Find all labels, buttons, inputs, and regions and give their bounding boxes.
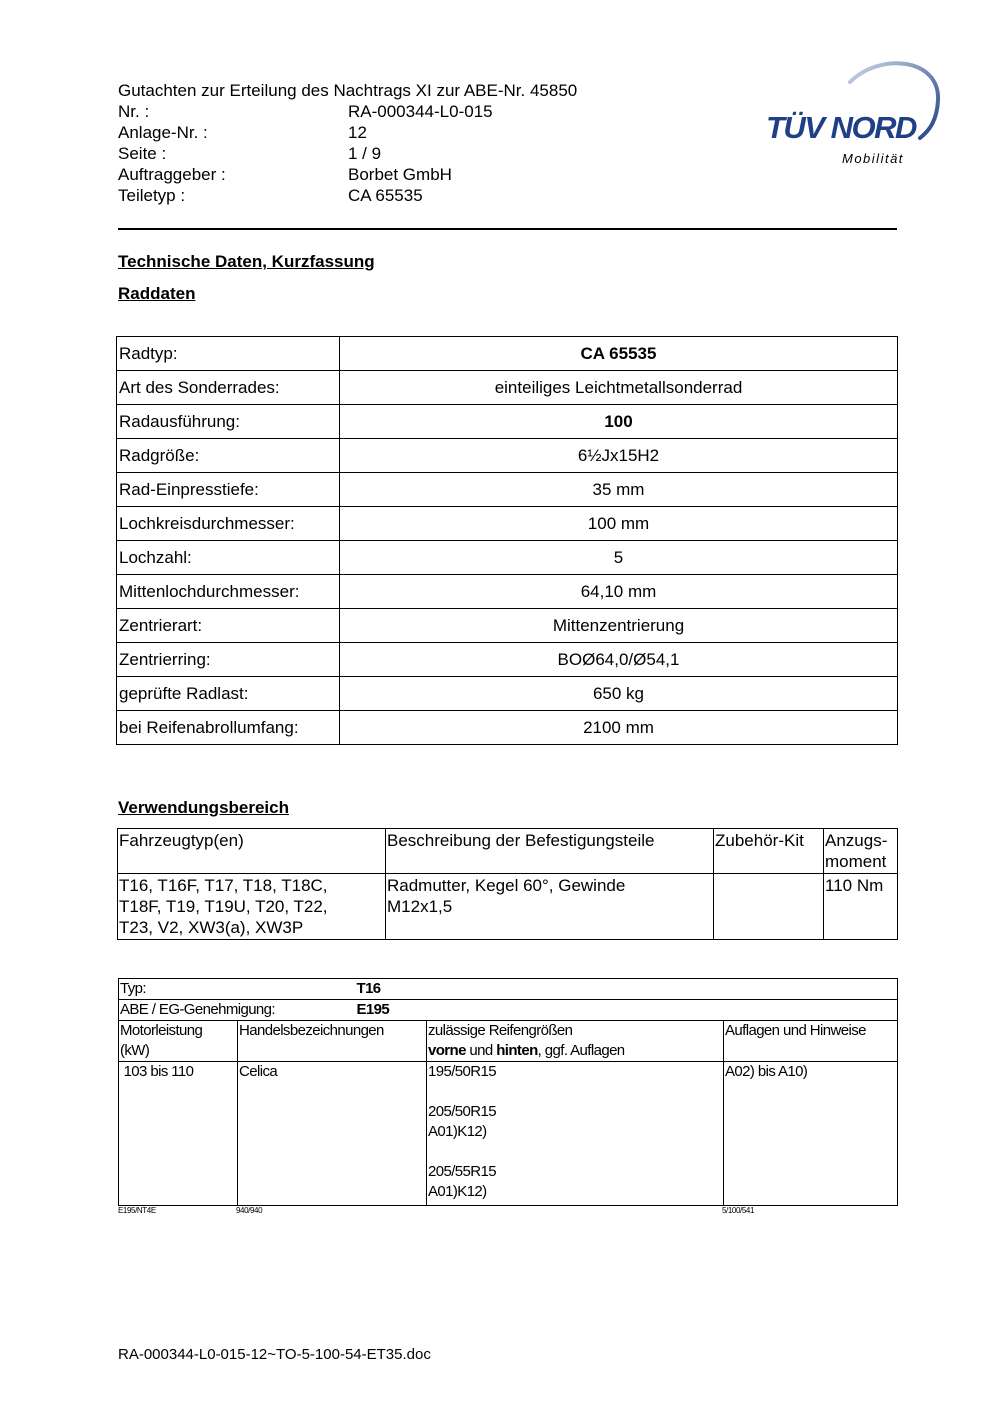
typ-table-footnotes [118,1206,898,1218]
logo-subtitle: Mobilität [842,151,904,166]
abe-label: ABE / EG-Genehmigung: [120,1001,275,1018]
table-row [117,609,898,643]
typ-value: T16 [356,980,381,997]
raddaten-value: einteiliges Leichtmetallsonderrad [340,371,898,405]
table-row [118,874,898,940]
raddaten-label: Radausführung: [117,405,340,439]
tuv-nord-logo [762,58,942,170]
raddaten-label: Zentrierart: [117,609,340,643]
header-row-seite [118,143,577,164]
reifen-und: und [465,1042,497,1059]
raddaten-label: Lochzahl: [117,541,340,575]
cell-befestigung: Radmutter, Kegel 60°, Gewinde M12x1,5 [386,874,714,940]
raddaten-label: Mittenlochdurchmesser: [117,575,340,609]
raddaten-value: 2100 mm [340,711,898,745]
table-row [117,439,898,473]
col-header-handelsbezeichnungen: Handelsbezeichnungen [238,1021,427,1062]
header-value: 1 / 9 [348,144,382,163]
table-row [119,1062,898,1206]
cell-auflagen: A02) bis A10) [724,1062,898,1206]
header-divider [118,228,897,230]
raddaten-value: 650 kg [340,677,898,711]
header-value: RA-000344-L0-015 [348,102,493,121]
header-row-auftraggeber [118,164,577,185]
table-row [117,337,898,371]
typ-table [118,978,898,1206]
header-value: CA 65535 [348,186,423,205]
header-label: Anlage-Nr. : [118,123,208,142]
table-row [117,541,898,575]
reifen-header-line1: zulässige Reifengrößen [428,1022,573,1039]
header-row-anlage [118,122,577,143]
raddaten-value: BOØ64,0/Ø54,1 [340,643,898,677]
raddaten-value: 100 mm [340,507,898,541]
header-row-nr [118,101,577,122]
table-row [117,405,898,439]
table-header-row [119,1021,898,1062]
footnote-right: 5/100/541 [722,1206,754,1215]
col-header-befestigung: Beschreibung der Befestigungsteile [386,829,714,874]
raddaten-value: 6½Jx15H2 [340,439,898,473]
header-row-teiletyp [118,185,577,206]
reifen-header-line2 [428,1041,722,1061]
raddaten-value: 35 mm [340,473,898,507]
table-row [117,677,898,711]
raddaten-label: Radtyp: [117,337,340,371]
raddaten-label: Rad-Einpresstiefe: [117,473,340,507]
table-row [117,371,898,405]
header-label: Teiletyp : [118,186,186,205]
logo-wordmark: TÜV NORD [766,110,916,145]
raddaten-value: Mittenzentrierung [340,609,898,643]
col-header-zubehoer: Zubehör-Kit [714,829,824,874]
raddaten-label: Zentrierring: [117,643,340,677]
footnote-mid: 940/940 [236,1206,263,1215]
section-title-technische-daten: Technische Daten, Kurzfassung [118,252,375,271]
report-header [118,80,577,206]
table-row [117,643,898,677]
verwendungsbereich-table [117,828,898,940]
table-header-row [118,829,898,874]
section-title-raddaten: Raddaten [118,284,196,303]
abe-value-cell [356,1000,898,1021]
typ-label: Typ: [120,980,146,997]
col-header-fahrzeugtypen: Fahrzeugtyp(en) [118,829,386,874]
raddaten-value: 5 [340,541,898,575]
cell-zubehoer [714,874,824,940]
header-label: Seite : [118,144,167,163]
cell-fahrzeugtypen: T16, T16F, T17, T18, T18C, T18F, T19, T19U, T20, T22, T23, V2, XW3(a), XW3P [118,874,386,940]
col-header-anzugsmoment: Anzugs- moment [824,829,898,874]
raddaten-label: Radgröße: [117,439,340,473]
header-label: Auftraggeber : [118,165,226,184]
table-row [117,507,898,541]
raddaten-value: 100 [340,405,898,439]
section-title-verwendungsbereich: Verwendungsbereich [118,798,289,817]
header-value: Borbet GmbH [348,165,452,184]
raddaten-label: Art des Sonderrades: [117,371,340,405]
cell-reifengroessen: 195/50R15 205/50R15 A01)K12) 205/55R15 A01)K12) [427,1062,724,1206]
table-row [117,575,898,609]
header-value: 12 [348,123,367,142]
typ-value-cell [356,979,898,1000]
report-title: Gutachten zur Erteilung des Nachtrags XI zur ABE-Nr. 45850 [118,81,578,100]
raddaten-value: 64,10 mm [340,575,898,609]
header-label: Nr. : [118,102,150,121]
typ-row [119,979,898,1000]
abe-row [119,1000,898,1021]
cell-anzugsmoment: 110 Nm [824,874,898,940]
raddaten-value: CA 65535 [340,337,898,371]
cell-motorleistung: 103 bis 110 [119,1062,238,1206]
reifen-vorne: vorne [428,1042,466,1059]
reifen-hinten: hinten [496,1042,538,1059]
abe-value: E195 [356,1001,390,1018]
raddaten-label: Lochkreisdurchmesser: [117,507,340,541]
raddaten-table [116,336,898,745]
document-filename: RA-000344-L0-015-12~TO-5-100-54-ET35.doc [118,1346,431,1363]
reifen-rest: , ggf. Auflagen [537,1042,625,1059]
table-row [117,473,898,507]
footnote-left: E195/NT4E [118,1206,156,1215]
cell-handelsbezeichnung: Celica [238,1062,427,1206]
table-row [117,711,898,745]
raddaten-label: bei Reifenabrollumfang: [117,711,340,745]
col-header-motorleistung: Motorleistung (kW) [119,1021,238,1062]
col-header-reifengroessen [427,1021,724,1062]
raddaten-label: geprüfte Radlast: [117,677,340,711]
col-header-auflagen: Auflagen und Hinweise [724,1021,898,1062]
